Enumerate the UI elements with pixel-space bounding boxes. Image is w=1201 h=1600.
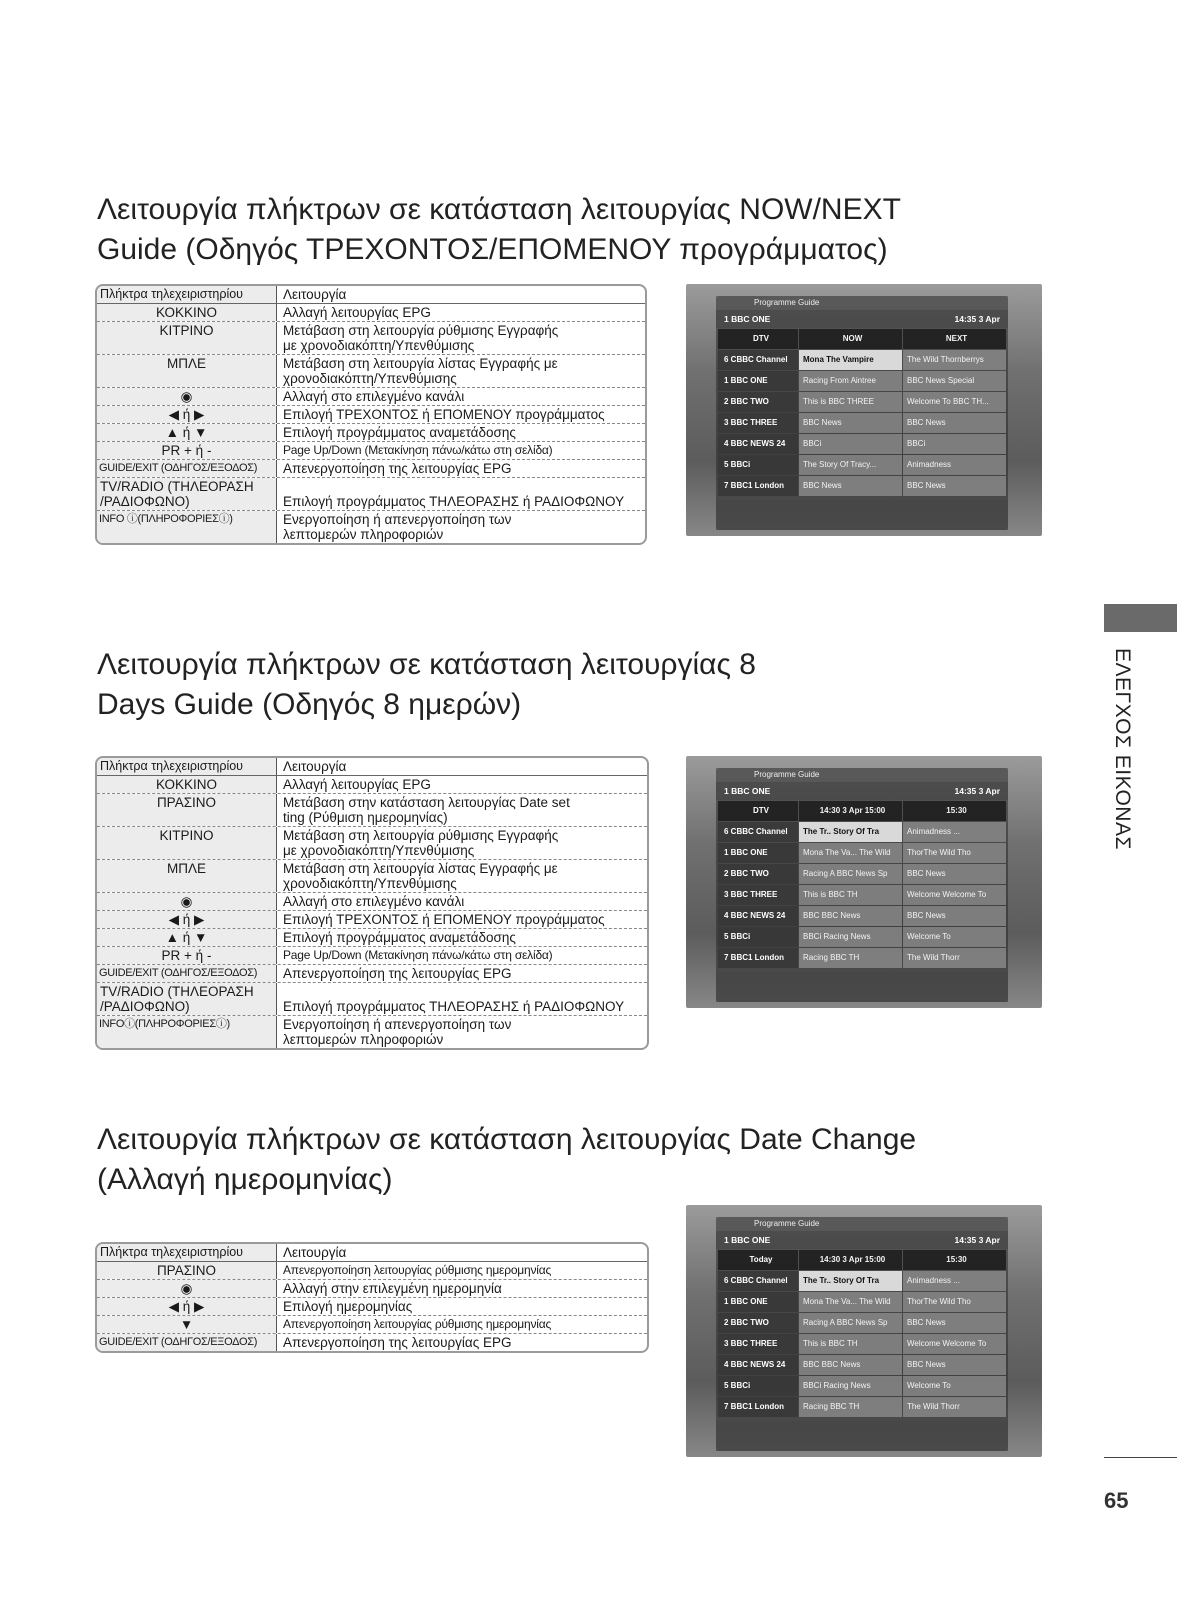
channel-cell: 6 CBBC Channel [718, 1271, 798, 1291]
key-function-table [95, 284, 647, 545]
table-row [97, 893, 647, 911]
table-row [97, 794, 647, 827]
programme-cell: Racing A BBC News Sp [799, 1313, 902, 1333]
table-row [97, 911, 647, 929]
guide-overlay [716, 768, 1008, 1002]
channel-cell: 7 BBC1 London [718, 948, 798, 968]
function-cell: Μετάβαση στη λειτουργία ρύθμισης Εγγραφής με χρονοδιακόπτη/Υπενθύμισης [283, 323, 559, 353]
key-cell: ◀ ή ▶ [97, 1298, 277, 1315]
programme-cell: ThorThe Wild Tho [903, 1292, 1006, 1312]
guide-row [718, 843, 1006, 863]
table-row [97, 406, 645, 424]
guide-row [718, 434, 1006, 454]
guide-row [718, 371, 1006, 391]
channel-cell: 7 BBC1 London [718, 476, 798, 496]
key-cell: ◉ [97, 1280, 277, 1297]
guide-row [718, 1313, 1006, 1333]
table-row [97, 929, 647, 947]
programme-cell: BBCi Racing News [799, 1376, 902, 1396]
table-row [97, 1298, 647, 1316]
key-cell: ◉ [97, 388, 277, 405]
key-cell: INFOⓘ(ΠΛΗΡΟΦΟΡΙΕΣⓘ) [97, 1016, 277, 1048]
heading-line: Λειτουργία πλήκτρων σε κατάσταση λειτουργίας Date Change [97, 1123, 917, 1156]
key-cell: ΠΡΑΣΙΝΟ [97, 794, 277, 826]
programme-cell: BBC News [903, 476, 1006, 496]
guide-grid [716, 1250, 1008, 1417]
function-cell: Επιλογή προγράμματος ΤΗΛΕΟΡΑΣΗΣ ή ΡΑΔΙΟΦΩΝΟΥ [283, 494, 625, 509]
guide-status-bar [716, 1231, 1008, 1249]
programme-cell: Racing BBC TH [799, 1397, 902, 1417]
programme-cell: Welcome To [903, 927, 1006, 947]
table-row [97, 947, 647, 965]
function-cell: Επιλογή προγράμματος ΤΗΛΕΟΡΑΣΗΣ ή ΡΑΔΙΟΦΩΝΟΥ [283, 999, 625, 1014]
guide-row [718, 1376, 1006, 1396]
guide-row [718, 1271, 1006, 1291]
current-time: 14:35 3 Apr [954, 314, 1000, 324]
heading-line: (Αλλαγή ημερομηνίας) [97, 1163, 393, 1196]
function-cell: Απενεργοποίηση της λειτουργίας EPG [283, 966, 512, 981]
key-cell: PR + ή - [97, 947, 277, 964]
table-row [97, 827, 647, 860]
key-cell: TV/RADIO (ΤΗΛΕΟΡΑΣΗ /ΡΑΔΙΟΦΩΝΟ) [97, 983, 277, 1015]
function-cell: Απενεργοποίηση λειτουργίας ρύθμισης ημερομηνίας [283, 1263, 552, 1277]
function-cell: Ενεργοποίηση ή απενεργοποίηση των λεπτομερών πληροφοριών [283, 1017, 512, 1047]
programme-guide-screenshot [686, 756, 1042, 1008]
guide-row [718, 822, 1006, 842]
key-cell: ▲ ή ▼ [97, 929, 277, 946]
channel-cell: 3 BBC THREE [718, 885, 798, 905]
key-cell: ▼ [97, 1316, 277, 1333]
programme-cell: Mona The Va... The Wild [799, 1292, 902, 1312]
programme-cell: Mona The Vampire [799, 350, 902, 370]
key-function-table [95, 1242, 649, 1353]
guide-header-cell: DTV [718, 801, 798, 821]
guide-header-cell: 15:30 [903, 1250, 1006, 1270]
function-cell: Επιλογή προγράμματος αναμετάδοσης [283, 425, 516, 440]
heading-line: Guide (Οδηγός ΤΡΕΧΟΝΤΟΣ/ΕΠΟΜΕΝΟΥ προγράμματος) [97, 233, 888, 266]
channel-cell: 4 BBC NEWS 24 [718, 434, 798, 454]
table-row [97, 1016, 647, 1048]
guide-overlay [716, 1217, 1008, 1451]
function-cell: Μετάβαση στη λειτουργία λίστας Εγγραφής με χρονοδιακόπτη/Υπενθύμισης [283, 356, 558, 386]
key-cell: ◀ ή ▶ [97, 911, 277, 928]
guide-row [718, 885, 1006, 905]
function-cell: Μετάβαση στη λειτουργία ρύθμισης Εγγραφής με χρονοδιακόπτη/Υπενθύμισης [283, 828, 559, 858]
guide-grid [716, 801, 1008, 968]
programme-cell: The Wild Thorr [903, 948, 1006, 968]
function-cell: Αλλαγή λειτουργίας EPG [283, 305, 431, 320]
table-row [97, 442, 645, 460]
guide-status-bar [716, 782, 1008, 800]
guide-header-cell: Today [718, 1250, 798, 1270]
programme-cell: Animadness ... [903, 822, 1006, 842]
guide-header-cell: NOW [799, 329, 902, 349]
table-row [97, 1316, 647, 1334]
table-row [97, 478, 645, 511]
guide-overlay [716, 296, 1008, 530]
function-cell: Απενεργοποίηση της λειτουργίας EPG [283, 461, 512, 476]
key-cell: ◉ [97, 893, 277, 910]
channel-cell: 1 BBC ONE [718, 1292, 798, 1312]
header-key-cell: Πλήκτρα τηλεχειριστηρίου [97, 758, 277, 775]
programme-cell: Welcome To [903, 1376, 1006, 1396]
channel-cell: 5 BBCi [718, 1376, 798, 1396]
programme-cell: Welcome Welcome To [903, 1334, 1006, 1354]
programme-cell: Racing From Aintree [799, 371, 902, 391]
programme-cell: This is BBC TH [799, 1334, 902, 1354]
function-cell: Επιλογή ημερομηνίας [283, 1299, 413, 1314]
programme-cell: The Wild Thornberrys [903, 350, 1006, 370]
programme-cell: ThorThe Wild Tho [903, 843, 1006, 863]
table-row [97, 983, 647, 1016]
channel-cell: 2 BBC TWO [718, 864, 798, 884]
current-channel: 1 BBC ONE [724, 1235, 771, 1245]
programme-cell: BBC BBC News [799, 1355, 902, 1375]
programme-guide-screenshot [686, 284, 1042, 536]
programme-cell: BBC News [903, 413, 1006, 433]
guide-status-bar [716, 310, 1008, 328]
programme-cell: This is BBC THREE [799, 392, 902, 412]
programme-cell: Mona The Va... The Wild [799, 843, 902, 863]
page-number: 65 [1104, 1488, 1129, 1513]
programme-cell: BBC News [903, 1313, 1006, 1333]
guide-row [718, 392, 1006, 412]
channel-cell: 3 BBC THREE [718, 413, 798, 433]
guide-title: Programme Guide [716, 296, 1008, 310]
function-cell: Επιλογή ΤΡΕΧΟΝΤΟΣ ή ΕΠΟΜΕΝΟΥ προγράμματος [283, 407, 605, 422]
channel-cell: 1 BBC ONE [718, 843, 798, 863]
key-cell: PR + ή - [97, 442, 277, 459]
function-cell: Επιλογή ΤΡΕΧΟΝΤΟΣ ή ΕΠΟΜΕΝΟΥ προγράμματος [283, 912, 605, 927]
channel-cell: 5 BBCi [718, 455, 798, 475]
key-cell: ΜΠΛΕ [97, 860, 277, 892]
guide-grid [716, 329, 1008, 496]
guide-row [718, 948, 1006, 968]
guide-header-cell: 15:30 [903, 801, 1006, 821]
current-channel: 1 BBC ONE [724, 314, 771, 324]
guide-row [718, 1334, 1006, 1354]
programme-cell: BBC News [799, 413, 902, 433]
key-cell: ΜΠΛΕ [97, 355, 277, 387]
header-value-cell: Λειτουργία [283, 1245, 347, 1260]
current-time: 14:35 3 Apr [954, 786, 1000, 796]
channel-cell: 2 BBC TWO [718, 392, 798, 412]
programme-cell: BBC News [903, 1355, 1006, 1375]
guide-header-cell: NEXT [903, 329, 1006, 349]
key-cell: ▲ ή ▼ [97, 424, 277, 441]
table-row [97, 424, 645, 442]
key-cell: INFO ⓘ(ΠΛΗΡΟΦΟΡΙΕΣⓘ) [97, 511, 277, 543]
key-cell: TV/RADIO (ΤΗΛΕΟΡΑΣΗ /ΡΑΔΙΟΦΩΝΟ) [97, 478, 277, 510]
function-cell: Μετάβαση στην κατάσταση λειτουργίας Date set ting (Ρύθμιση ημερομηνίας) [283, 795, 570, 825]
function-cell: Μετάβαση στη λειτουργία λίστας Εγγραφής με χρονοδιακόπτη/Υπενθύμισης [283, 861, 558, 891]
programme-cell: Welcome To BBC TH... [903, 392, 1006, 412]
programme-cell: Racing A BBC News Sp [799, 864, 902, 884]
key-cell: GUIDE/EXIT (ΟΔΗΓΟΣ/ΕΞΟΔΟΣ) [97, 460, 277, 477]
function-cell: Page Up/Down (Μετακίνηση πάνω/κάτω στη σελίδα) [283, 948, 553, 962]
key-cell: ΚΟΚΚΙΝΟ [97, 776, 277, 793]
programme-cell: Welcome Welcome To [903, 885, 1006, 905]
function-cell: Ενεργοποίηση ή απενεργοποίηση των λεπτομερών πληροφοριών [283, 512, 512, 542]
guide-row [718, 413, 1006, 433]
table-row [97, 965, 647, 983]
current-time: 14:35 3 Apr [954, 1235, 1000, 1245]
guide-row [718, 906, 1006, 926]
guide-header-row [718, 1250, 1006, 1270]
function-cell: Απενεργοποίηση της λειτουργίας EPG [283, 1335, 512, 1350]
section-3-heading [97, 1120, 916, 1200]
section-1-heading [97, 190, 901, 270]
heading-line: Λειτουργία πλήκτρων σε κατάσταση λειτουργίας NOW/NEXT [97, 193, 901, 226]
guide-title: Programme Guide [716, 768, 1008, 782]
guide-footer-hints [716, 500, 1008, 530]
programme-cell: Animadness ... [903, 1271, 1006, 1291]
channel-cell: 5 BBCi [718, 927, 798, 947]
channel-cell: 3 BBC THREE [718, 1334, 798, 1354]
guide-header-cell: 14:30 3 Apr 15:00 [799, 1250, 902, 1270]
programme-cell: The Wild Thorr [903, 1397, 1006, 1417]
programme-cell: BBC News [799, 476, 902, 496]
guide-row [718, 1397, 1006, 1417]
table-header-row [97, 1244, 647, 1262]
channel-cell: 4 BBC NEWS 24 [718, 906, 798, 926]
channel-cell: 6 CBBC Channel [718, 822, 798, 842]
header-key-cell: Πλήκτρα τηλεχειριστηρίου [97, 1244, 277, 1261]
function-cell: Page Up/Down (Μετακίνηση πάνω/κάτω στη σελίδα) [283, 443, 553, 457]
key-cell: ΚΙΤΡΙΝΟ [97, 827, 277, 859]
table-row [97, 322, 645, 355]
programme-cell: BBC News [903, 906, 1006, 926]
guide-header-row [718, 801, 1006, 821]
guide-header-cell: 14:30 3 Apr 15:00 [799, 801, 902, 821]
guide-row [718, 1292, 1006, 1312]
channel-cell: 1 BBC ONE [718, 371, 798, 391]
side-section-label: ΕΛΕΓΧΟΣ ΕΙΚΟΝΑΣ [1111, 648, 1134, 850]
key-cell: ΚΙΤΡΙΝΟ [97, 322, 277, 354]
programme-cell: BBCi [903, 434, 1006, 454]
key-cell: ◀ ή ▶ [97, 406, 277, 423]
key-function-table [95, 756, 649, 1050]
function-cell: Επιλογή προγράμματος αναμετάδοσης [283, 930, 516, 945]
guide-title: Programme Guide [716, 1217, 1008, 1231]
table-row [97, 460, 645, 478]
section-tab-marker [1104, 604, 1177, 632]
table-row [97, 860, 647, 893]
guide-row [718, 1355, 1006, 1375]
programme-cell: The Tr.. Story Of Tra [799, 1271, 902, 1291]
programme-cell: BBCi [799, 434, 902, 454]
function-cell: Αλλαγή στο επιλεγμένο κανάλι [283, 389, 465, 404]
section-2-heading [97, 645, 756, 725]
channel-cell: 4 BBC NEWS 24 [718, 1355, 798, 1375]
programme-cell: BBC BBC News [799, 906, 902, 926]
table-row [97, 355, 645, 388]
programme-cell: Racing BBC TH [799, 948, 902, 968]
function-cell: Απενεργοποίηση λειτουργίας ρύθμισης ημερομηνίας [283, 1317, 552, 1331]
programme-cell: Animadness [903, 455, 1006, 475]
programme-cell: The Tr.. Story Of Tra [799, 822, 902, 842]
guide-row [718, 864, 1006, 884]
table-row [97, 511, 645, 543]
key-cell: ΚΟΚΚΙΝΟ [97, 304, 277, 321]
function-cell: Αλλαγή στο επιλεγμένο κανάλι [283, 894, 465, 909]
guide-header-cell: DTV [718, 329, 798, 349]
programme-guide-screenshot [686, 1205, 1042, 1457]
table-row [97, 304, 645, 322]
heading-line: Λειτουργία πλήκτρων σε κατάσταση λειτουργίας 8 [97, 648, 756, 681]
key-cell: GUIDE/EXIT (ΟΔΗΓΟΣ/ΕΞΟΔΟΣ) [97, 965, 277, 982]
key-cell: ΠΡΑΣΙΝΟ [97, 1262, 277, 1279]
channel-cell: 2 BBC TWO [718, 1313, 798, 1333]
table-row [97, 776, 647, 794]
guide-row [718, 476, 1006, 496]
programme-cell: BBCi Racing News [799, 927, 902, 947]
guide-footer-hints [716, 1421, 1008, 1451]
function-cell: Αλλαγή λειτουργίας EPG [283, 777, 431, 792]
guide-row [718, 350, 1006, 370]
channel-cell: 6 CBBC Channel [718, 350, 798, 370]
current-channel: 1 BBC ONE [724, 786, 771, 796]
table-row [97, 388, 645, 406]
header-key-cell: Πλήκτρα τηλεχειριστηρίου [97, 286, 277, 303]
table-row [97, 1334, 647, 1351]
guide-row [718, 927, 1006, 947]
page-number-rule [1104, 1457, 1177, 1458]
guide-row [718, 455, 1006, 475]
header-value-cell: Λειτουργία [283, 287, 347, 302]
programme-cell: BBC News Special [903, 371, 1006, 391]
programme-cell: The Story Of Tracy... [799, 455, 902, 475]
programme-cell: This is BBC TH [799, 885, 902, 905]
heading-line: Days Guide (Οδηγός 8 ημερών) [97, 688, 522, 721]
table-row [97, 1262, 647, 1280]
channel-cell: 7 BBC1 London [718, 1397, 798, 1417]
programme-cell: BBC News [903, 864, 1006, 884]
table-header-row [97, 286, 645, 304]
guide-header-row [718, 329, 1006, 349]
guide-footer-hints [716, 972, 1008, 1002]
key-cell: GUIDE/EXIT (ΟΔΗΓΟΣ/ΕΞΟΔΟΣ) [97, 1334, 277, 1351]
header-value-cell: Λειτουργία [283, 759, 347, 774]
function-cell: Αλλαγή στην επιλεγμένη ημερομηνία [283, 1281, 502, 1296]
table-header-row [97, 758, 647, 776]
table-row [97, 1280, 647, 1298]
